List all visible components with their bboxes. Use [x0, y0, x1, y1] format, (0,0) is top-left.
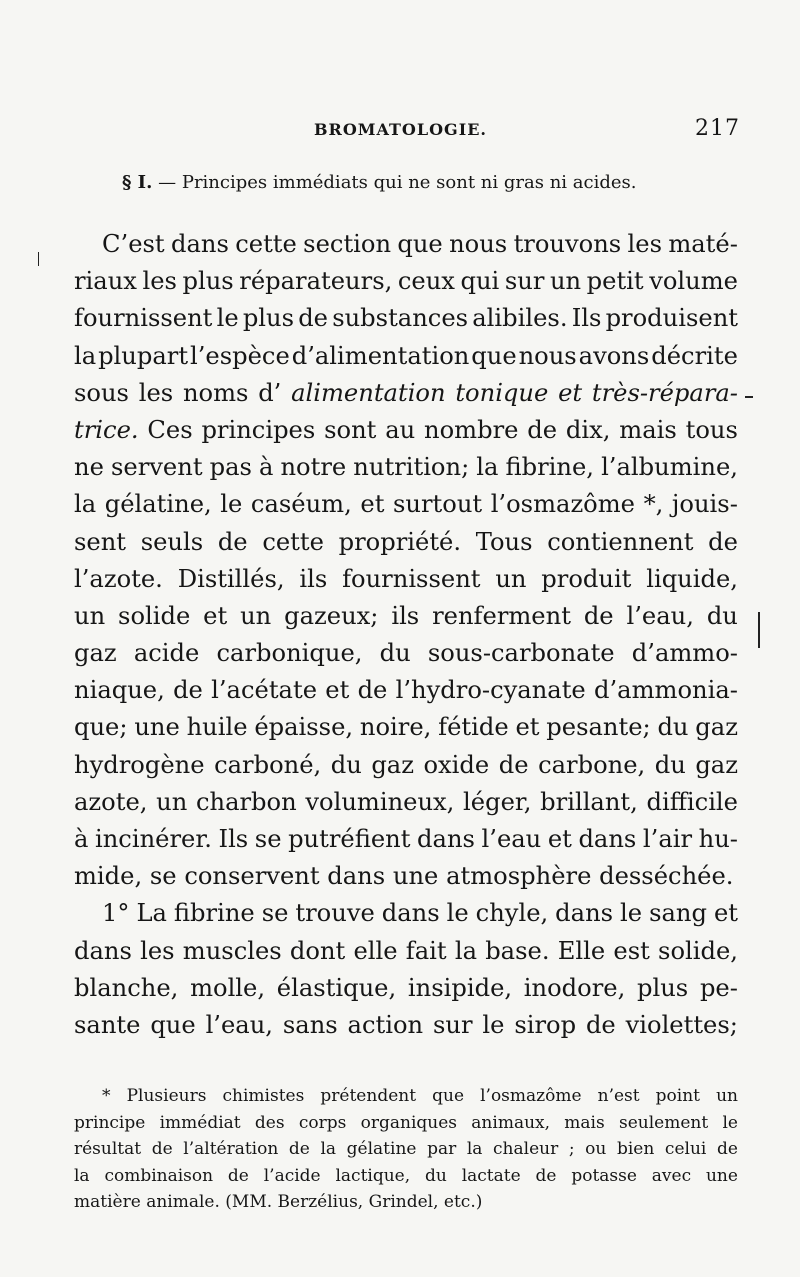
word: par — [427, 1139, 457, 1159]
word: gaz — [74, 639, 117, 668]
word: de — [585, 1010, 616, 1039]
word: la — [454, 936, 477, 965]
text-line — [74, 895, 738, 932]
word: le — [722, 1112, 738, 1133]
word: une — [134, 713, 180, 742]
word: inodore, — [523, 973, 626, 1002]
word: carboné, — [214, 750, 322, 779]
word: avons — [578, 341, 650, 370]
word: huile — [186, 713, 248, 742]
word: et — [325, 676, 350, 705]
word: l’osmazôme — [490, 490, 635, 519]
word: les — [140, 936, 175, 965]
word: insipide, — [407, 973, 513, 1002]
word: incinérer. — [94, 825, 212, 853]
word: charbon — [195, 787, 297, 816]
word: ceux — [397, 267, 455, 296]
word: trice. — [74, 415, 139, 444]
word: ils — [391, 601, 420, 630]
text-line — [74, 1083, 738, 1110]
word: immédiat — [159, 1112, 241, 1133]
word: plus — [182, 267, 234, 296]
word: du — [379, 639, 411, 668]
word: et — [547, 825, 572, 853]
word: à — [74, 825, 89, 853]
word: de — [357, 676, 388, 705]
text-line — [74, 1007, 738, 1044]
word: du — [654, 750, 686, 779]
word: du — [330, 750, 362, 779]
word: le — [620, 899, 643, 928]
word: conservent — [184, 862, 320, 891]
word: d’ — [258, 378, 282, 407]
word: caséum, — [250, 490, 352, 519]
word: du — [425, 1165, 447, 1186]
word: tonique — [455, 378, 549, 407]
word: un — [495, 564, 527, 593]
word: au — [385, 415, 416, 444]
word: atmosphère — [446, 862, 592, 891]
word: dans — [417, 825, 475, 853]
word: un — [549, 267, 582, 296]
word: les — [142, 267, 177, 296]
word: brillant, — [540, 787, 638, 816]
word: l’acide — [263, 1165, 321, 1186]
word: corps — [298, 1112, 347, 1133]
margin-mark — [758, 612, 760, 648]
word: sous — [74, 378, 129, 407]
word: pe- — [699, 973, 738, 1002]
word: Ils — [571, 304, 602, 333]
word: résultat — [74, 1139, 142, 1159]
word: produit — [541, 564, 632, 593]
word: à — [259, 453, 274, 482]
word: et — [515, 713, 540, 742]
word: un — [716, 1086, 738, 1106]
word: organiques — [360, 1112, 458, 1133]
word: se — [261, 899, 289, 928]
word: la — [466, 1139, 483, 1159]
word: gaz — [371, 750, 414, 779]
word: Grindel, — [368, 1192, 439, 1212]
word: produisent — [605, 304, 738, 333]
text-line — [74, 263, 738, 300]
word: matière — [74, 1192, 141, 1212]
word: contiennent — [547, 527, 694, 556]
word: de — [151, 1139, 173, 1159]
word: seulement — [619, 1112, 709, 1133]
word: dont — [289, 936, 346, 965]
word: la — [74, 490, 97, 519]
word: plupart — [98, 341, 189, 370]
word: que — [432, 1086, 465, 1106]
word: Ils — [218, 825, 249, 853]
word: dix, — [565, 415, 611, 444]
word: jouis- — [671, 490, 738, 519]
text-line — [74, 449, 738, 486]
word: bien — [616, 1139, 655, 1159]
word: des — [254, 1112, 285, 1133]
word: chimistes — [222, 1086, 305, 1106]
word: acide — [133, 639, 200, 668]
word: gélatine, — [104, 490, 212, 519]
word: (MM. — [225, 1192, 273, 1212]
word: nutrition; — [353, 453, 470, 482]
word: celui — [664, 1139, 707, 1159]
word: niaque, — [74, 676, 165, 705]
word: elle — [353, 936, 398, 965]
word: de — [583, 601, 614, 630]
word: dans — [381, 899, 440, 928]
word: l’eau, — [205, 1010, 273, 1039]
word: léger, — [463, 787, 532, 816]
word: La — [136, 899, 167, 928]
text-line — [74, 1189, 738, 1216]
running-title: BROMATOLOGIE. — [314, 120, 487, 139]
word: etc.) — [443, 1192, 483, 1212]
word: sur — [432, 1010, 473, 1039]
word: un — [74, 601, 106, 630]
word: lactate — [461, 1165, 521, 1186]
word: du — [657, 713, 689, 742]
word: de — [535, 1165, 557, 1186]
word: principes — [201, 415, 316, 444]
word: mais — [619, 415, 677, 444]
word: que — [150, 1010, 196, 1039]
word: l’acétate — [211, 676, 318, 705]
word: seuls — [140, 527, 204, 556]
word: de — [527, 415, 558, 444]
text-line — [74, 524, 738, 561]
word: Tous — [475, 527, 533, 556]
word: qui — [460, 267, 500, 296]
word: sous-carbonate — [427, 639, 615, 668]
text-line — [74, 412, 738, 449]
word: et — [713, 899, 738, 928]
word: se — [254, 825, 282, 853]
word: Plusieurs — [126, 1086, 207, 1106]
word: l’hydro-cyanate — [395, 676, 586, 705]
word: base. — [485, 936, 550, 965]
word: l’espèce — [189, 341, 290, 370]
word: dans — [74, 936, 132, 965]
word: fournissent — [74, 304, 213, 333]
word: maté- — [668, 230, 738, 258]
word: de — [288, 1139, 310, 1159]
word: trouve — [295, 899, 375, 928]
word: dans — [555, 899, 614, 928]
word: réparateurs, — [239, 267, 393, 296]
word: le — [216, 304, 239, 333]
word: pesante; — [546, 713, 651, 742]
word: section — [303, 230, 392, 258]
word: noire, — [359, 713, 432, 742]
text-line — [74, 598, 738, 635]
word: de — [708, 527, 738, 556]
text-line — [74, 486, 738, 523]
word: volumineux, — [305, 787, 455, 816]
word: liquide, — [646, 564, 738, 593]
word: ; — [568, 1139, 575, 1159]
word: animaux, — [471, 1112, 551, 1133]
word: plus — [637, 973, 689, 1002]
word: fétide — [438, 713, 509, 742]
word: ne — [74, 453, 104, 482]
word: l’albumine, — [601, 453, 738, 482]
word: fait — [405, 936, 447, 965]
word: les — [627, 230, 662, 258]
word: n’est — [597, 1086, 640, 1106]
word: et — [558, 378, 583, 407]
word: de — [498, 750, 529, 779]
word: Ces — [147, 415, 193, 444]
word: notre — [280, 453, 347, 482]
word: sante — [74, 1010, 141, 1039]
word: trouvons — [513, 230, 622, 258]
word: le — [482, 1010, 505, 1039]
word: tous — [685, 415, 738, 444]
word: de — [217, 527, 248, 556]
word: se — [149, 862, 177, 891]
word: blanche, — [74, 973, 179, 1002]
word: cette — [262, 527, 324, 556]
word: un — [156, 787, 188, 816]
text-line — [74, 375, 738, 412]
word: fibrine — [173, 899, 255, 928]
word: ils — [299, 564, 328, 593]
margin-mark — [745, 396, 753, 398]
word: l’altération — [183, 1139, 279, 1159]
word: prétendent — [320, 1086, 417, 1106]
word: alimentation — [291, 378, 446, 407]
word: C’est — [102, 230, 165, 258]
word: ou — [585, 1139, 607, 1159]
section-label: § I. — [122, 172, 153, 193]
word: l’eau, — [626, 601, 694, 630]
word: décrite — [651, 341, 738, 370]
word: solide — [118, 601, 191, 630]
word: sent — [74, 527, 127, 556]
word: *, — [643, 490, 664, 519]
body-text — [74, 226, 738, 1044]
word: potasse — [571, 1165, 637, 1186]
word: et — [360, 490, 385, 519]
word: l’eau — [481, 825, 542, 853]
word: alibiles. — [472, 304, 568, 333]
word: sont — [324, 415, 377, 444]
word: la — [74, 1165, 90, 1186]
word: gazeux; — [284, 601, 379, 630]
word: pas — [209, 453, 252, 482]
word: la — [476, 453, 499, 482]
word: et — [203, 601, 228, 630]
word: chyle, — [475, 899, 549, 928]
word: du — [706, 601, 738, 630]
word: de — [716, 1139, 738, 1159]
word: chaleur — [493, 1139, 559, 1159]
word: sur — [504, 267, 545, 296]
section-title: — Principes immédiats qui ne sont ni gras ni acides. — [158, 172, 637, 193]
word: cette — [235, 230, 297, 258]
text-line — [74, 300, 738, 337]
word: avec — [651, 1165, 692, 1186]
word: l’azote. — [74, 564, 163, 593]
word: sang — [649, 899, 707, 928]
word: fournissent — [342, 564, 481, 593]
word: action — [347, 1010, 424, 1039]
word: un — [240, 601, 272, 630]
word: la — [74, 341, 97, 370]
text-line — [74, 672, 738, 709]
word: les — [138, 378, 174, 407]
word: de — [173, 676, 203, 705]
word: surtout — [392, 490, 483, 519]
footnote — [74, 1083, 738, 1216]
word: Elle — [557, 936, 606, 965]
text-line — [74, 784, 738, 821]
word: est — [613, 936, 650, 965]
word: renferment — [432, 601, 571, 630]
text-line — [74, 226, 738, 263]
text-line — [74, 1136, 738, 1163]
word: une — [392, 862, 439, 891]
word: Distillés, — [177, 564, 285, 593]
word: une — [705, 1165, 738, 1186]
word: propriété. — [338, 527, 462, 556]
word: riaux — [74, 267, 137, 296]
word: sans — [282, 1010, 338, 1039]
word: difficile — [646, 787, 738, 816]
running-head — [74, 116, 740, 146]
text-line — [74, 338, 738, 375]
word: gaz — [695, 713, 738, 742]
word: oxide — [423, 750, 490, 779]
word: solide, — [658, 936, 738, 965]
word: que — [471, 341, 517, 370]
word: lactique, — [335, 1165, 411, 1186]
word: de — [227, 1165, 249, 1186]
word: violettes; — [625, 1010, 738, 1039]
text-line — [74, 858, 738, 895]
word: 1° — [102, 899, 130, 928]
word: principe — [74, 1112, 146, 1133]
word: d’ammo- — [631, 639, 738, 668]
word: * — [102, 1086, 111, 1106]
word: élastique, — [276, 973, 397, 1002]
section-heading — [122, 172, 742, 193]
text-line — [74, 1163, 738, 1190]
word: hu- — [698, 825, 738, 853]
word: nombre — [424, 415, 519, 444]
text-line — [74, 747, 738, 784]
word: combinaison — [104, 1165, 214, 1186]
word: dans — [170, 230, 229, 258]
page-number: 217 — [695, 116, 740, 141]
text-line — [74, 970, 738, 1007]
word: nous — [449, 230, 508, 258]
word: molle, — [190, 973, 266, 1002]
word: gaz — [695, 750, 738, 779]
word: sirop — [514, 1010, 577, 1039]
word: noms — [182, 378, 249, 407]
word: de — [298, 304, 329, 333]
word: dans — [578, 825, 637, 853]
word: carbonique, — [216, 639, 363, 668]
word: muscles — [182, 936, 282, 965]
word: hydrogène — [74, 750, 205, 779]
word: fibrine, — [505, 453, 594, 482]
word: azote, — [74, 787, 148, 816]
word: desséchée. — [599, 862, 734, 891]
word: dans — [327, 862, 386, 891]
word: substances — [332, 304, 469, 333]
word: l’air — [642, 825, 693, 853]
word: l’osmazôme — [480, 1086, 582, 1106]
text-line — [74, 709, 738, 746]
text-line — [74, 561, 738, 598]
word: mide, — [74, 862, 143, 891]
text-line — [74, 1110, 738, 1137]
word: le — [446, 899, 469, 928]
word: le — [220, 490, 243, 519]
footnote-separator — [74, 1064, 738, 1065]
word: nous — [518, 341, 577, 370]
margin-mark — [38, 252, 39, 266]
word: putréfient — [288, 825, 411, 853]
word: la — [320, 1139, 337, 1159]
word: que; — [74, 713, 128, 742]
word: gélatine — [346, 1139, 417, 1159]
word: que — [397, 230, 443, 258]
word: plus — [242, 304, 295, 333]
word: épaisse, — [254, 713, 354, 742]
word: servent — [110, 453, 203, 482]
text-line — [74, 635, 738, 672]
word: volume — [649, 267, 738, 296]
word: très-répara- — [591, 378, 738, 407]
word: carbone, — [538, 750, 646, 779]
word: animale. — [146, 1192, 220, 1212]
word: point — [655, 1086, 701, 1106]
word: d’alimentation — [291, 341, 470, 370]
word: petit — [586, 267, 644, 296]
word: mais — [564, 1112, 605, 1133]
word: Berzélius, — [277, 1192, 364, 1212]
word: d’ammonia- — [594, 676, 738, 705]
text-line — [74, 821, 738, 858]
text-line — [74, 933, 738, 970]
